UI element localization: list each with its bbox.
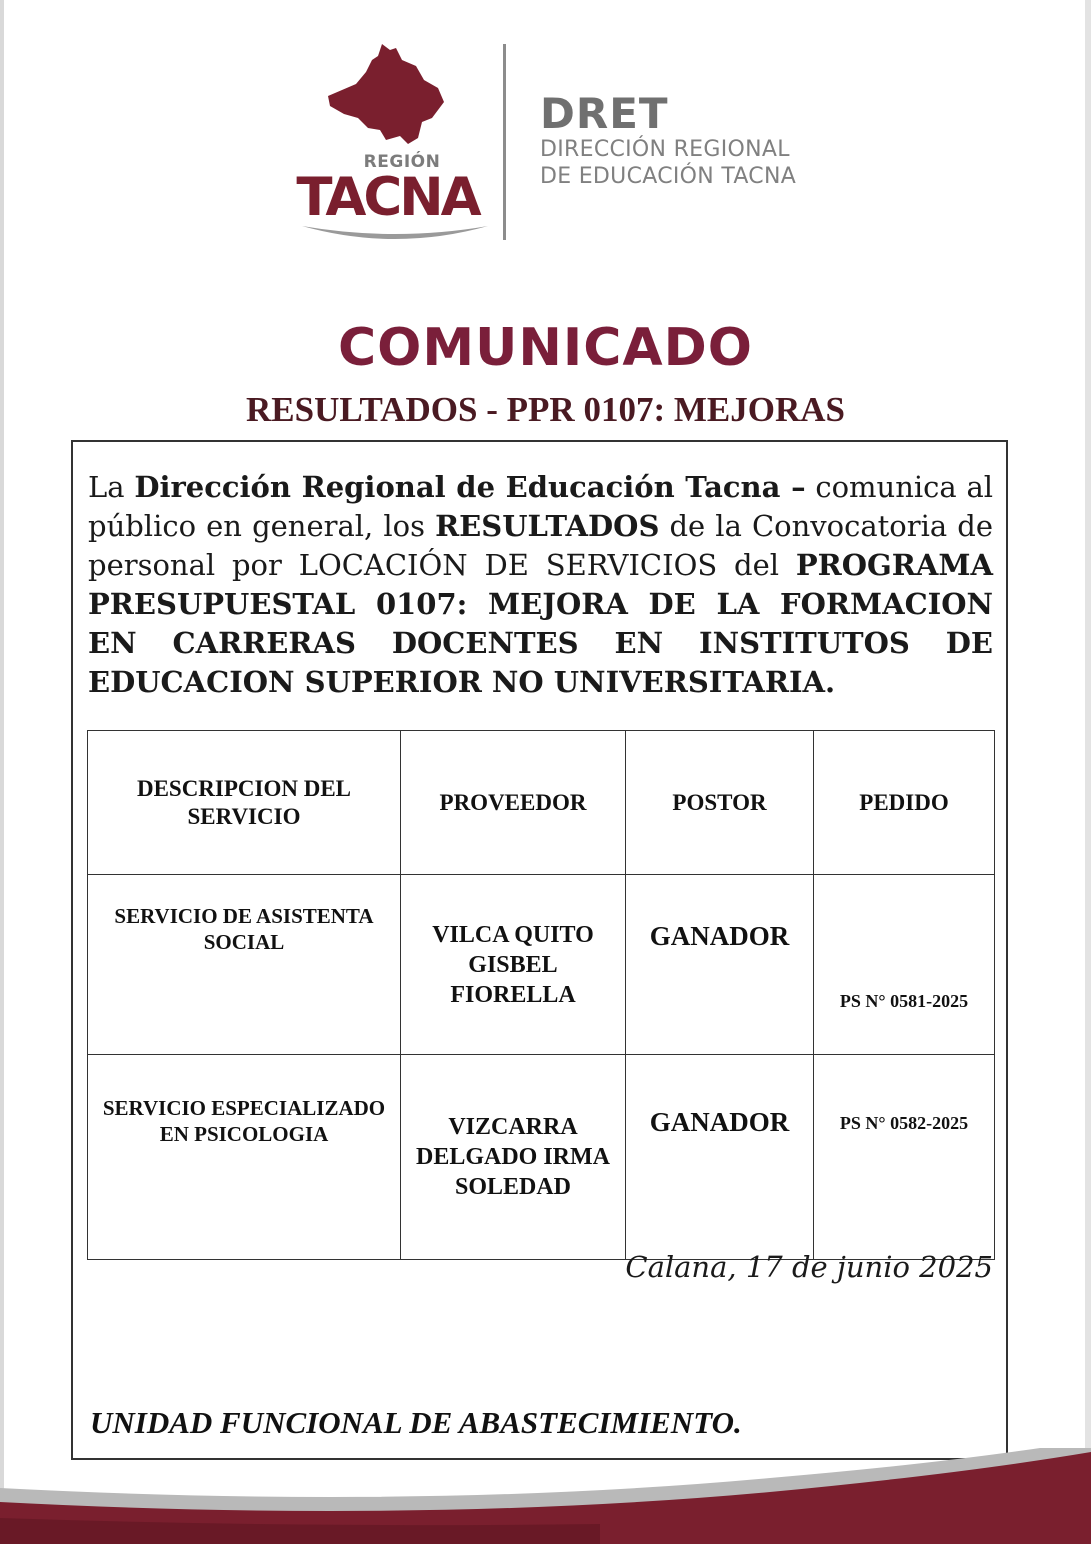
intro-text: La	[88, 470, 135, 504]
cell-proveedor: VILCA QUITO GISBEL FIORELLA	[401, 875, 626, 1055]
date-line: Calana, 17 de junio 2025	[625, 1250, 993, 1284]
cell-pedido: PS N° 0582-2025	[814, 1055, 995, 1260]
document-title: COMUNICADO	[338, 318, 753, 378]
column-header: DESCRIPCION DEL SERVICIO	[88, 731, 401, 875]
cell-postor: GANADOR	[626, 875, 814, 1055]
page-edge	[0, 0, 4, 1544]
table-row	[88, 875, 995, 1055]
intro-paragraph	[88, 468, 993, 702]
logo-divider	[503, 44, 506, 240]
cell-pedido: PS N° 0581-2025	[814, 875, 995, 1055]
column-header: POSTOR	[626, 731, 814, 875]
table-header-row	[88, 731, 995, 875]
dret-name-line: DIRECCIÓN REGIONAL	[540, 137, 790, 162]
logo-swoosh	[300, 222, 490, 246]
dret-logo	[540, 89, 797, 190]
cell-postor: GANADOR	[626, 1055, 814, 1260]
cell-descripcion: SERVICIO DE ASISTENTA SOCIAL	[88, 875, 401, 1055]
dret-acronym: DRET	[540, 89, 669, 138]
dret-name-line: DE EDUCACIÓN TACNA	[540, 164, 797, 189]
column-header: PROVEEDOR	[401, 731, 626, 875]
page-edge	[1085, 0, 1091, 1544]
intro-bold-program: PROGRAMA PRESUPUESTAL 0107: MEJORA DE LA FORMACION EN CARRERAS DOCENTES EN INSTITUTOS DE EDUCACION SUPERIOR NO UNIVERSITARIA.	[88, 548, 993, 699]
intro-text: comunica al público en general, los	[88, 470, 994, 543]
logo-region-word: REGIÓN	[363, 152, 441, 172]
table-row	[88, 1055, 995, 1260]
cell-descripcion: SERVICIO ESPECIALIZADO EN PSICOLOGIA	[88, 1055, 401, 1260]
signature-line: UNIDAD FUNCIONAL DE ABASTECIMIENTO.	[90, 1405, 742, 1440]
intro-text: de la Convocatoria de personal por LOCACIÓN DE SERVICIOS del	[88, 509, 993, 582]
region-tacna-logo	[280, 40, 495, 245]
intro-bold-results: RESULTADOS	[435, 509, 660, 543]
footer-band	[0, 1448, 1091, 1544]
logo-tacna-word: TACNA	[296, 167, 479, 228]
tacna-map-icon	[320, 40, 450, 170]
cell-proveedor: VIZCARRA DELGADO IRMA SOLEDAD	[401, 1055, 626, 1260]
column-header: PEDIDO	[814, 731, 995, 875]
results-table	[87, 730, 995, 1260]
document-subtitle: RESULTADOS - PPR 0107: MEJORAS	[246, 390, 845, 429]
intro-bold-org: Dirección Regional de Educación Tacna –	[134, 470, 806, 504]
